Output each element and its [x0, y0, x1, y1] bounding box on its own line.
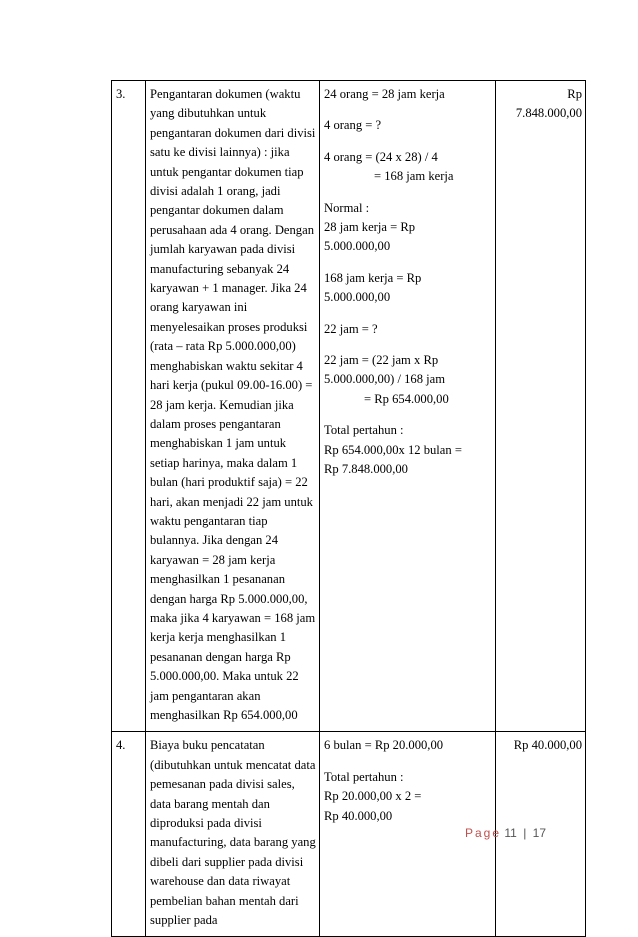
- row-number: 3.: [112, 81, 146, 732]
- calc-line: 22 jam = ?: [324, 321, 378, 336]
- calc-line: Total pertahun :: [324, 423, 404, 438]
- calc-line: 5.000.000,00: [324, 290, 391, 305]
- calc-line: 28 jam kerja = Rp: [324, 220, 416, 235]
- row-description: Biaya buku pencatatan (dibutuhkan untuk mencatat data pemesanan pada divisi sales, data barang mentah dan diproduksi pada divisi manufacturing, data barang yang dibeli dari supplier pada divisi warehouse dan data riwayat pembelian bahan mentah dari supplier pada: [146, 732, 320, 937]
- calc-line: 5.000.000,00: [324, 239, 391, 254]
- calc-line: Normal :: [324, 200, 370, 215]
- row-amount: Rp 7.848.000,00: [496, 81, 586, 732]
- cost-table: [111, 80, 586, 937]
- page-number: 11: [504, 826, 517, 840]
- calc-line: 6 bulan = Rp 20.000,00: [324, 738, 444, 753]
- page-footer: [465, 826, 585, 840]
- calc-line: = Rp 654.000,00: [364, 391, 449, 406]
- row-amount: Rp 40.000,00: [496, 732, 586, 937]
- table-row: [112, 81, 586, 732]
- total-pages: 17: [532, 826, 547, 840]
- calc-line: 4 orang = ?: [324, 118, 382, 133]
- calc-line: Rp 654.000,00x 12 bulan =: [324, 442, 462, 457]
- calc-line: 168 jam kerja = Rp: [324, 270, 422, 285]
- calc-line: = 168 jam kerja: [374, 169, 454, 184]
- row-number: 4.: [112, 732, 146, 937]
- calc-line: Rp 20.000,00 x 2 =: [324, 789, 422, 804]
- calc-line: 24 orang = 28 jam kerja: [324, 87, 445, 101]
- calc-line: 4 orang = (24 x 28) / 4: [324, 149, 438, 164]
- calc-line: Rp 40.000,00: [324, 808, 393, 823]
- calc-line: 5.000.000,00) / 168 jam: [324, 372, 446, 387]
- row-description: Pengantaran dokumen (waktu yang dibutuhkan untuk pengantaran dokumen dari divisi satu ke divisi lainnya) : jika untuk pengantar dokumen tiap divisi adalah 1 orang, jadi pengantar dokumen dalam perusahaan ada 4 orang. Dengan jumlah karyawan pada divisi manufacturing sebanyak 24 karyawan + 1 manager. Jika 24 orang karyawan ini menyelesaikan proses produksi (rata – rata Rp 5.000.000,00) menghabiskan waktu sekitar 4 hari kerja (pukul 09.00-16.00) = 28 jam kerja. Kemudian jika dalam proses pengantaran menghabiskan 1 jam untuk setiap harinya, maka dalam 1 bulan (hari produktif saja) = 22 hari, akan menjadi 22 jam untuk waktu pengantaran tiap bulannya. Jika dengan 24 karyawan = 28 jam kerja menghasilkan 1 pesananan dengan harga Rp 5.000.000,00, maka jika 4 karyawan = 168 jam kerja kerja menghasilkan 1 pesananan dengan harga Rp 5.000.000,00. Maka untuk 22 jam pengantaran akan menghasilkan Rp 654.000,00: [146, 81, 320, 732]
- calc-line: Total pertahun :: [324, 769, 404, 784]
- page-separator: |: [523, 826, 527, 840]
- page-label: Page: [465, 826, 502, 840]
- calc-line: 22 jam = (22 jam x Rp: [324, 353, 439, 368]
- row-calculation: [320, 81, 496, 732]
- calc-line: Rp 7.848.000,00: [324, 462, 408, 477]
